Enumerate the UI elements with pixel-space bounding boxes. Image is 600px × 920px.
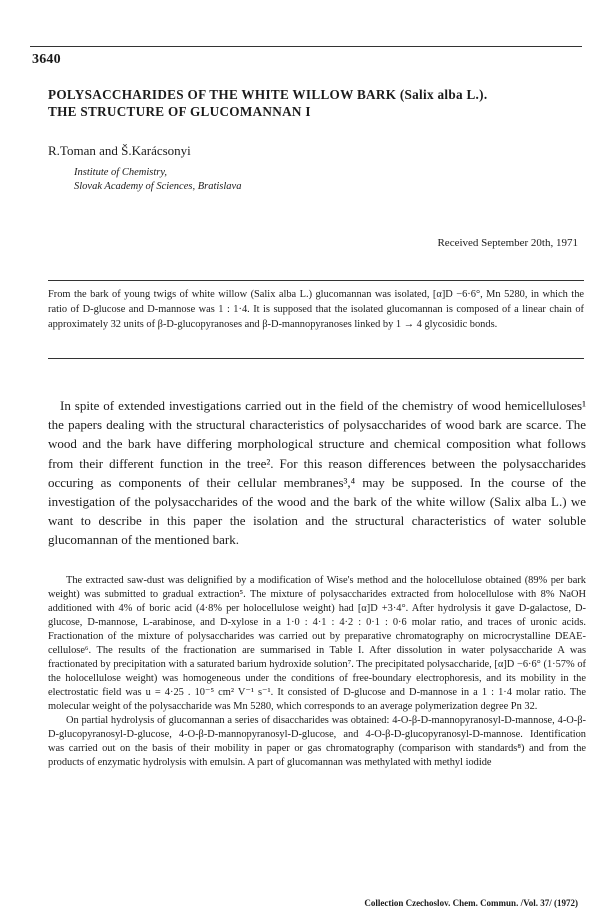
affiliation bbox=[74, 166, 241, 193]
body-paragraph-1: The extracted saw-dust was delignified by a modification of Wise's method and the holocellulose obtained (89% per bark weight) was submitted to gradual extraction⁵. The mixture of polysaccharides extracted from holocellulose with 8% NaOH additioned with 4% of boric acid (4·8% per holocellulose weight) had [α]D +3·4°. After hydrolysis it gave D-galactose, D-glucose, D-mannose, L-arabinose, and D-xylose in a 1·0 : 4·1 : 4·2 : 0·1 : 0·6 molar ratio, and traces of uronic acids. Fractionation of the mixture of polysaccharides was carried out by preparative chromatography on microcrystalline DEAE-cellulose⁶. The results of the fractionation are summarised in Table I. After dissolution in water polysaccharide A was fractionated by precipitation with a saturated barium hydroxide solution⁷. The precipitated polysaccharide, [α]D −6·6° (1·57% of the holocellulose weight) was homogeneous under the conditions of free-boundary electrophoresis, and its mobility in the electrostatic field was u = 4·25 . 10⁻⁵ cm² V⁻¹ s⁻¹. It consisted of D-glucose and D-mannose in a 1 : 1·4 molar ratio. The molecular weight of the polysaccharide was Mn 5280, which corresponds to an average polymerization degree Pn 32. bbox=[48, 575, 586, 712]
body-text bbox=[48, 574, 586, 770]
abstract-top-rule bbox=[48, 280, 584, 281]
journal-footer: Collection Czechoslov. Chem. Commun. /Vol. 37/ (1972) bbox=[364, 898, 578, 908]
authors: R.Toman and Š.Karácsonyi bbox=[48, 143, 191, 158]
page-number: 3640 bbox=[32, 52, 61, 67]
header-rule bbox=[30, 46, 582, 47]
abstract: From the bark of young twigs of white willow (Salix alba L.) glucomannan was isolated, [α]D −6·6°, Mn 5280, in which the ratio of D-glucose and D-mannose was 1 : 1·4. It is supposed that the isolated glucomannan is composed of a linear chain of approximately 32 units of β-D-glucopyranoses and β-D-mannopyranoses linked by 1 → 4 glycosidic bonds. bbox=[48, 289, 584, 330]
affiliation-line-1: Institute of Chemistry, bbox=[74, 167, 168, 178]
intro-paragraph: In spite of extended investigations carried out in the field of the chemistry of wood hemicelluloses¹ the papers dealing with the structural characteristics of polysaccharides of wood bark are scarce. The wood and the bark have differing morphological structure and chemical composition what follows from their different function in the tree². For this reason differences between the polysaccharides occuring as components of their cellular membranes³,⁴ may be supposed. In the course of the investigation of the polysaccharides of the wood and the bark of the white willow (Salix alba L.) we want to describe in this paper the isolation and the structural characteristics of water soluble glucomannan of the mentioned bark. bbox=[48, 398, 586, 548]
abstract-bottom-rule bbox=[48, 358, 584, 359]
received-date: Received September 20th, 1971 bbox=[437, 237, 578, 249]
body-paragraph-2: On partial hydrolysis of glucomannan a series of disaccharides was obtained: 4-O-β-D-mannopyranosyl-D-mannose, 4-O-β-D-glucopyranosyl-D-glucose, 4-O-β-D-mannopyranosyl-D-glucose, and 4-O-β-D-glucopyranosyl-D-mannose. Identification was carried out on the basis of their mobility in paper or gas chromatography (comparison with standards⁸) and from the products of enzymatic hydrolysis with emulsin. A part of glucomannan was methylated with methyl iodide bbox=[48, 715, 586, 768]
affiliation-line-2: Slovak Academy of Sciences, Bratislava bbox=[74, 180, 242, 192]
title-line-1: POLYSACCHARIDES OF THE WHITE WILLOW BARK (Salix alba L.). bbox=[48, 87, 488, 102]
article-title bbox=[48, 86, 588, 120]
title-line-2: THE STRUCTURE OF GLUCOMANNAN I bbox=[48, 104, 311, 119]
introduction bbox=[48, 396, 586, 550]
